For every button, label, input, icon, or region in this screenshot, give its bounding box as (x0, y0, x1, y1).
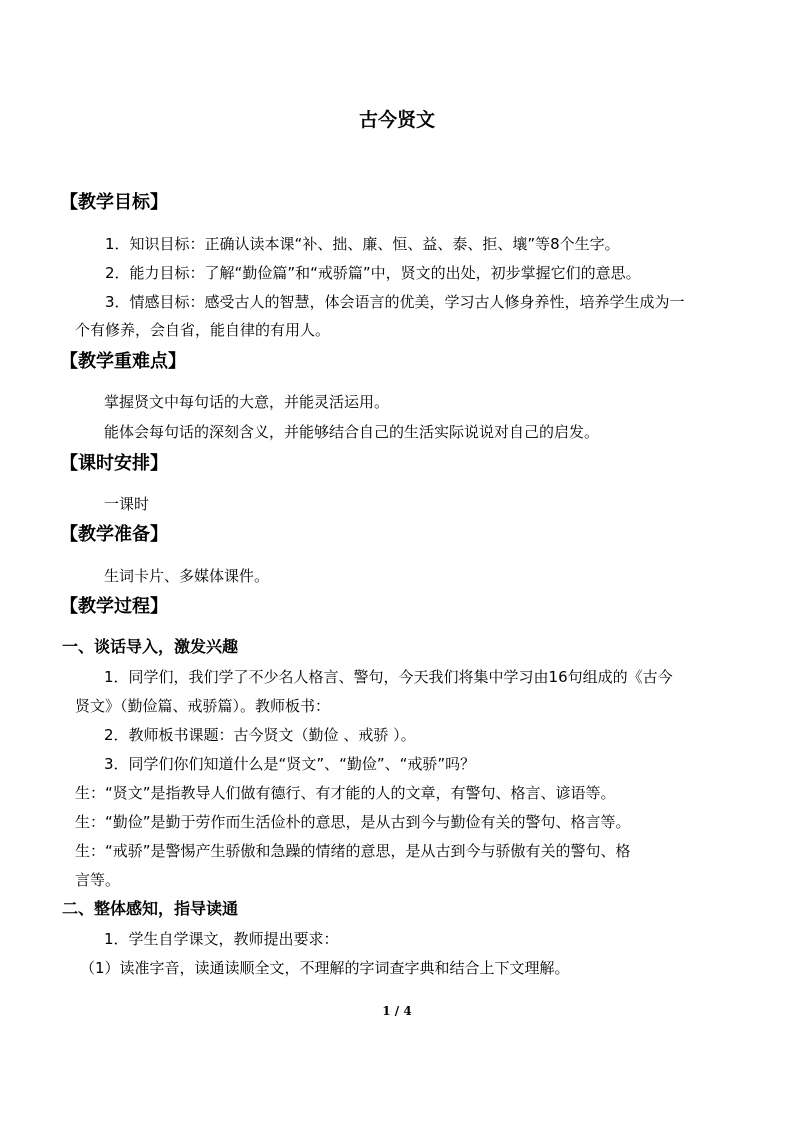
process-line: 3．同学们你们知道什么是“贤文”、“勤俭”、“戒骄”吗？ (104, 755, 476, 773)
goal-item: 3．情感目标：感受古人的智慧，体会语言的优美，学习古人修身养性，培养学生成为一 (105, 293, 685, 311)
section-heading-process: 【教学过程】 (60, 596, 168, 617)
section-heading-goals: 【教学目标】 (60, 192, 168, 213)
process-line: （1）读准字音，读通读顺全文，不理解的字词查字典和结合上下文理解。 (80, 959, 570, 977)
key-point-item: 能体会每句话的深刻含义，并能够结合自己的生活实际说说对自己的启发。 (104, 423, 600, 441)
goal-item: 2．能力目标：了解“勤俭篇”和“戒骄篇”中，贤文的出处，初步掌握它们的意思。 (105, 264, 641, 282)
preparation-text: 生词卡片、多媒体课件。 (104, 567, 270, 585)
process-line: 贤文》（勤俭篇、戒骄篇）。教师板书： (75, 697, 331, 715)
page-title: 古今贤文 (358, 109, 435, 131)
process-line: 生：“贤文”是指教导人们做有德行、有才能的人的文章，有警句、格言、谚语等。 (75, 784, 616, 802)
process-line: 1．学生自学课文，教师提出要求： (104, 930, 339, 948)
process-line: 生：“戒骄”是警惕产生骄傲和急躁的情绪的意思，是从古到今与骄傲有关的警句、格 (75, 842, 631, 860)
section-heading-schedule: 【课时安排】 (60, 453, 168, 474)
process-line: 言等。 (75, 871, 121, 889)
key-point-item: 掌握贤文中每句话的大意，并能灵活运用。 (104, 393, 390, 411)
section-heading-preparation: 【教学准备】 (60, 524, 168, 545)
process-part1-heading: 一、谈话导入，激发兴趣 (62, 637, 239, 656)
process-line: 生：“勤俭”是勤于劳作而生活俭朴的意思，是从古到今与勤俭有关的警句、格言等。 (75, 813, 631, 831)
schedule-text: 一课时 (104, 495, 150, 513)
page-number: 1 / 4 (382, 1004, 412, 1018)
process-line: 1．同学们，我们学了不少名人格言、警句，今天我们将集中学习由16句组成的《古今 (104, 668, 673, 686)
process-line: 2．教师板书课题：古今贤文（勤俭 、戒骄 ）。 (104, 726, 416, 744)
section-heading-key-points: 【教学重难点】 (60, 351, 186, 372)
goal-item-continuation: 个有修养，会自省，能自律的有用人。 (75, 321, 331, 339)
process-part2-heading: 二、整体感知，指导读通 (62, 899, 239, 918)
goal-item: 1．知识目标：正确认读本课“补、拙、廉、恒、益、泰、拒、壤”等8个生字。 (105, 235, 620, 253)
